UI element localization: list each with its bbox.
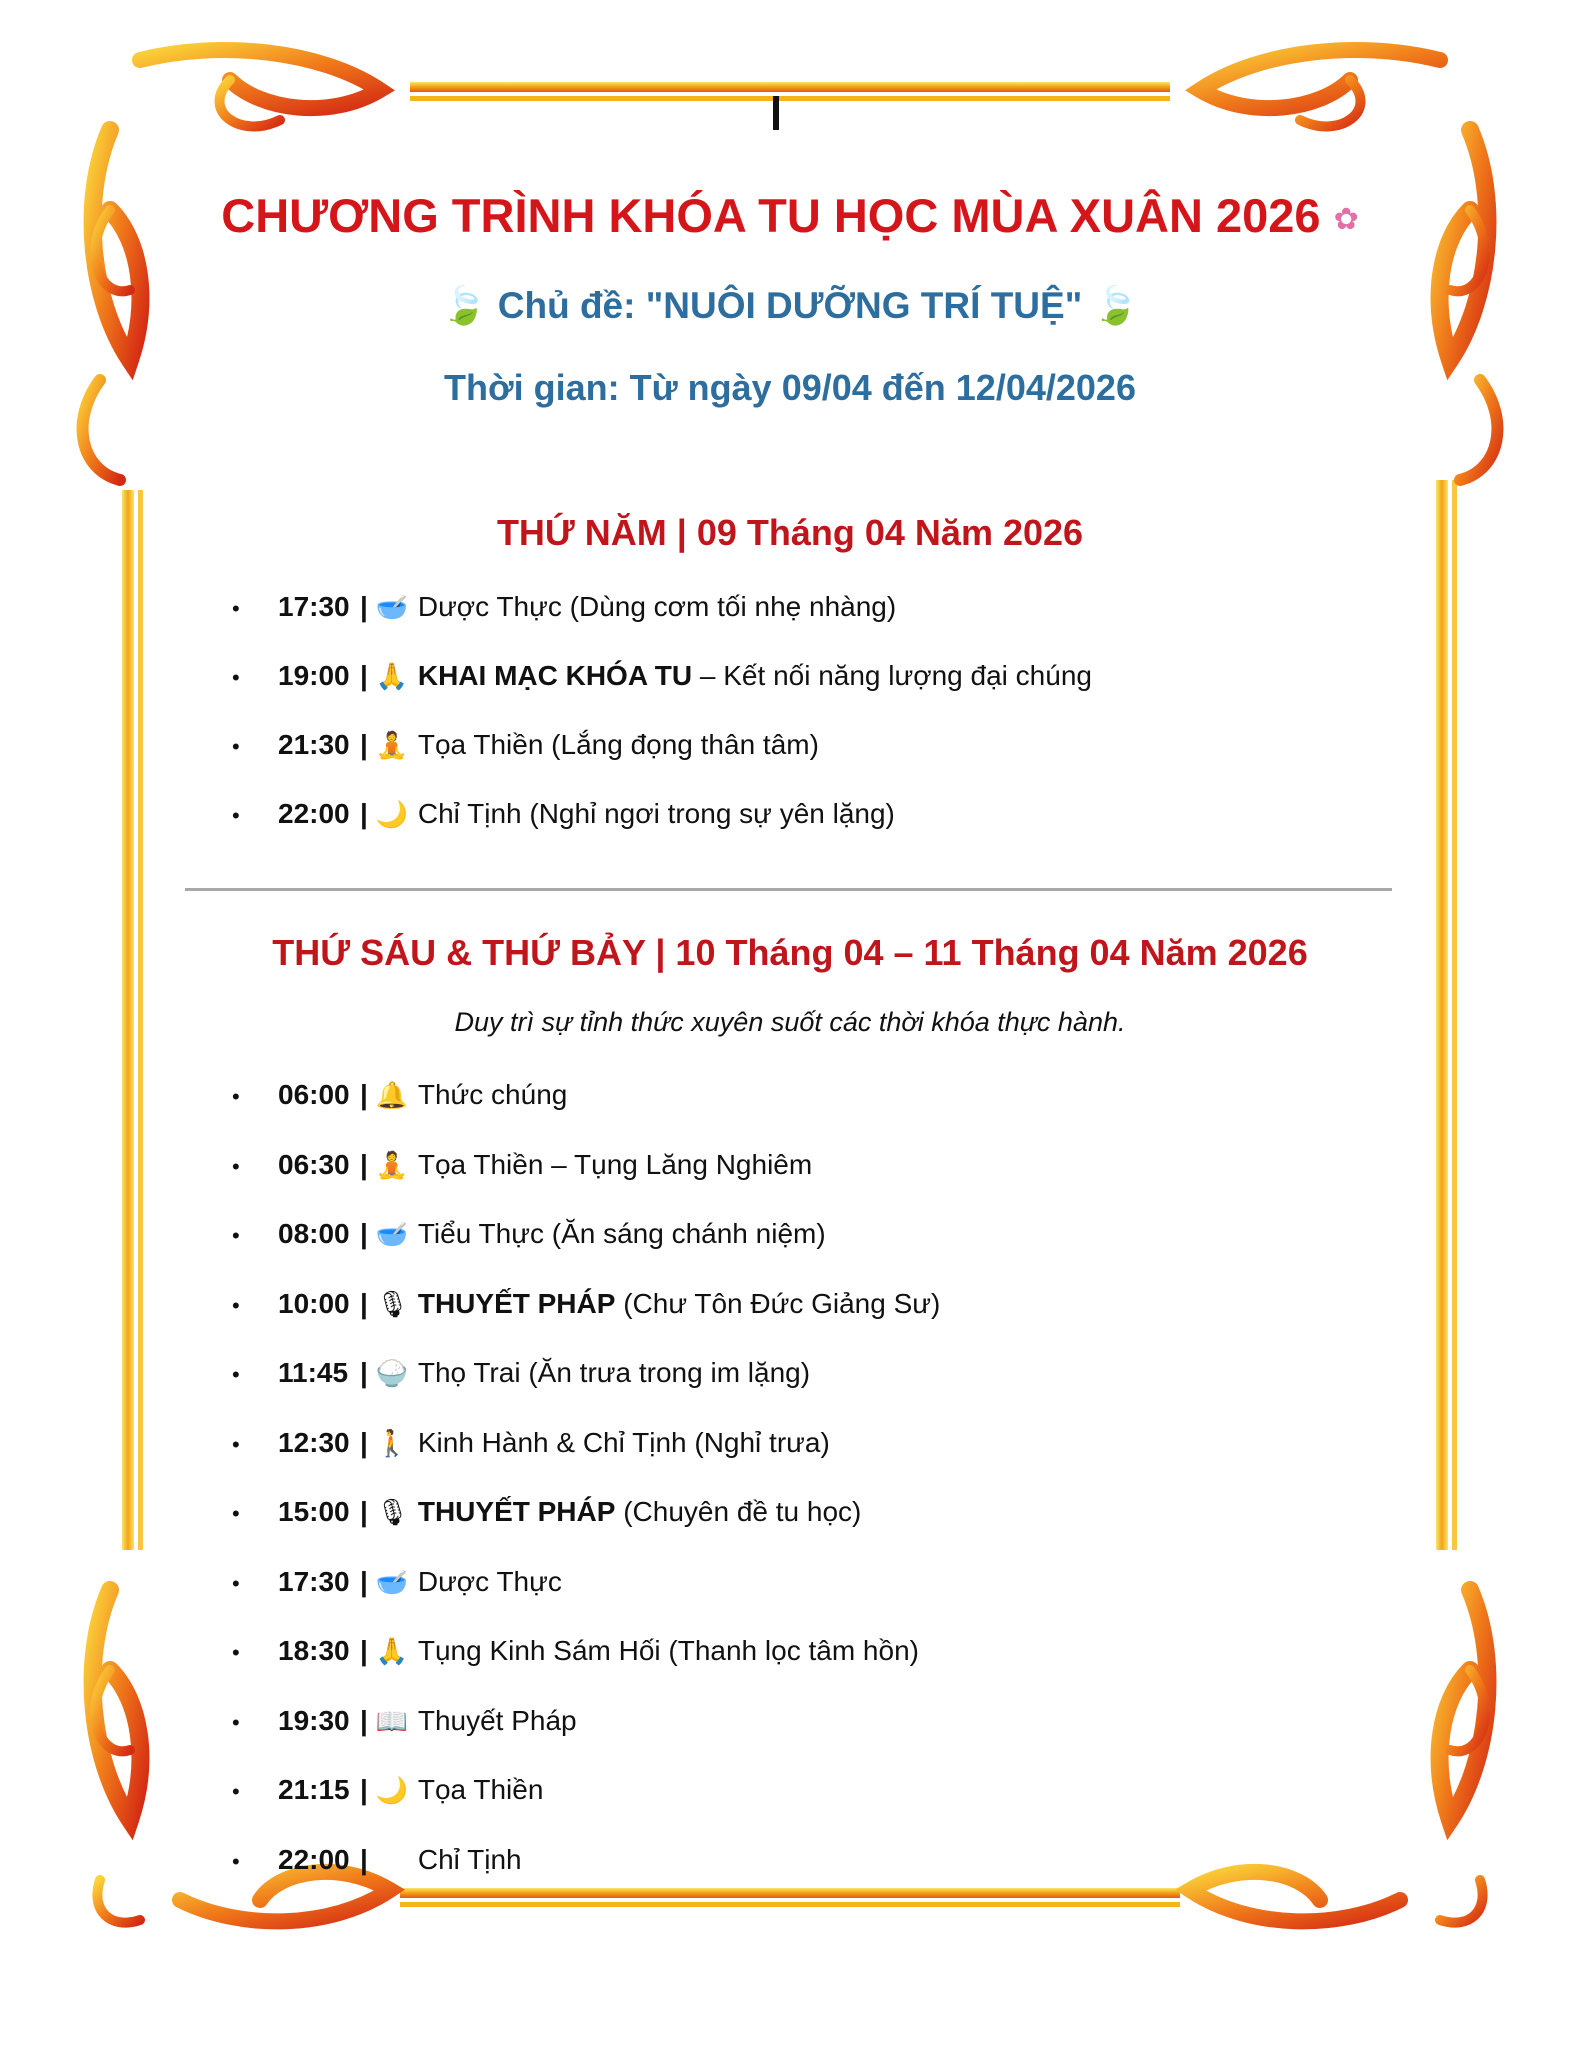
item-time: 08:00 [278, 1218, 350, 1249]
item-time: 21:30 [278, 729, 350, 760]
item-time: 18:30 [278, 1635, 350, 1666]
bullet-icon: • [232, 803, 240, 828]
separator: | [360, 1843, 368, 1875]
bullet-icon: • [232, 1431, 240, 1457]
schedule-item [232, 1492, 861, 1532]
item-description: Thức chúng [417, 1079, 568, 1110]
theme-subtitle [140, 285, 1440, 328]
separator: | [360, 798, 368, 829]
schedule-item [232, 1562, 562, 1602]
item-description: Tọa Thiền (Lắng đọng thân tâm) [417, 729, 819, 760]
bowl-icon: 🥣 [375, 592, 409, 622]
walking-icon: 🚶 [375, 1427, 409, 1458]
item-description: Dược Thực (Dùng cơm tối nhẹ nhàng) [417, 591, 897, 622]
item-description: – Kết nối năng lượng đại chúng [692, 660, 1092, 691]
section-divider [185, 888, 1392, 891]
item-description: Tiểu Thực (Ăn sáng chánh niệm) [417, 1218, 826, 1249]
title-text: CHƯƠNG TRÌNH KHÓA TU HỌC MÙA XUÂN 2026 [221, 189, 1321, 242]
item-time: 17:30 [278, 1565, 350, 1597]
schedule-item [232, 1214, 826, 1254]
item-description: Chỉ Tịnh (Nghỉ ngơi trong sự yên lặng) [417, 798, 895, 829]
separator: | [360, 1426, 368, 1458]
schedule-item [232, 656, 1092, 696]
flower-icon: ✿ [1333, 203, 1359, 237]
subtitle-text: Chủ đề: "NUÔI DƯỠNG TRÍ TUỆ" [497, 285, 1083, 326]
bullet-icon: • [232, 734, 240, 759]
meditation-icon: 🧘 [375, 1149, 409, 1180]
item-description: Thuyết Pháp [417, 1704, 577, 1736]
bell-icon: 🔔 [375, 1080, 409, 1110]
leaf-icon: 🍃 [441, 285, 488, 326]
item-time: 06:30 [278, 1148, 350, 1180]
schedule-item [232, 1701, 577, 1741]
day2-heading: THỨ SÁU & THỨ BẢY | 10 Tháng 04 – 11 Tháng 04 Năm 2026 [272, 932, 1308, 973]
separator: | [360, 1496, 368, 1527]
item-description: Kinh Hành & Chỉ Tịnh (Nghỉ trưa) [417, 1426, 830, 1458]
item-description: Tọa Thiền – Tụng Lăng Nghiêm [417, 1148, 813, 1180]
book-icon: 📖 [375, 1705, 409, 1736]
separator: | [360, 1218, 368, 1249]
item-description: (Chư Tôn Đức Giảng Sư) [615, 1287, 941, 1319]
bowl-icon: 🥣 [375, 1566, 409, 1597]
bullet-icon: • [232, 1570, 240, 1596]
separator: | [360, 1357, 368, 1388]
item-time: 10:00 [278, 1287, 350, 1319]
bullet-icon: • [232, 1848, 240, 1874]
separator: | [360, 1774, 368, 1805]
separator: | [360, 729, 368, 760]
separator: | [360, 1565, 368, 1597]
microphone-icon: 🎙 [375, 1288, 409, 1319]
item-time: 22:00 [278, 1843, 350, 1875]
separator: | [360, 660, 368, 691]
item-description: Tụng Kinh Sám Hối (Thanh lọc tâm hồn) [417, 1635, 919, 1666]
separator: | [360, 1148, 368, 1180]
item-time: 17:30 [278, 591, 350, 622]
bullet-icon: • [232, 1501, 240, 1526]
day2-note: Duy trì sự tỉnh thức xuyên suốt các thời khóa thực hành. [454, 1007, 1126, 1037]
bowl-icon: 🥣 [375, 1219, 409, 1249]
schedule-item [232, 1284, 940, 1324]
item-description: Dược Thực [417, 1565, 562, 1597]
item-time: 12:30 [278, 1426, 350, 1458]
page-title [140, 188, 1440, 243]
schedule-item [232, 587, 896, 627]
item-highlight: THUYẾT PHÁP [417, 1496, 616, 1527]
text-cursor-mark [773, 96, 779, 130]
bullet-icon: • [232, 1223, 240, 1248]
moon-icon: 🌙 [375, 1775, 409, 1805]
leaf-icon: 🍃 [1092, 285, 1139, 326]
schedule-item [232, 1353, 810, 1393]
praying-hands-icon: 🙏 [375, 661, 409, 691]
item-highlight: KHAI MẠC KHÓA TU [417, 660, 693, 691]
bullet-icon: • [232, 1362, 240, 1387]
item-time: 19:30 [278, 1704, 350, 1736]
bullet-icon: • [232, 596, 240, 621]
schedule-item [232, 1145, 812, 1185]
item-description: Thọ Trai (Ăn trưa trong im lặng) [417, 1357, 811, 1388]
item-description: (Chuyên đề tu học) [615, 1496, 862, 1527]
event-dates: Thời gian: Từ ngày 09/04 đến 12/04/2026 [444, 367, 1136, 408]
item-description: Tọa Thiền [417, 1774, 544, 1805]
item-time: 11:45 [278, 1357, 349, 1388]
schedule-item [232, 725, 819, 765]
bullet-icon: • [232, 665, 240, 690]
schedule-item [232, 1840, 522, 1880]
separator: | [360, 1704, 368, 1736]
item-highlight: THUYẾT PHÁP [417, 1287, 616, 1319]
item-time: 22:00 [278, 798, 350, 829]
bullet-icon: • [232, 1292, 240, 1318]
praying-hands-icon: 🙏 [375, 1636, 409, 1666]
item-time: 15:00 [278, 1496, 350, 1527]
separator: | [360, 1079, 368, 1110]
item-time: 21:15 [278, 1774, 350, 1805]
bullet-icon: • [232, 1779, 240, 1804]
separator: | [360, 591, 368, 622]
schedule-item [232, 794, 895, 834]
separator: | [360, 1287, 368, 1319]
item-time: 06:00 [278, 1079, 350, 1110]
schedule-item [232, 1770, 543, 1810]
rice-bowl-icon: 🍚 [375, 1358, 409, 1388]
bullet-icon: • [232, 1153, 240, 1179]
schedule-item [232, 1423, 830, 1463]
item-time: 19:00 [278, 660, 350, 691]
bullet-icon: • [232, 1084, 240, 1109]
schedule-item [232, 1631, 919, 1671]
item-description: Chỉ Tịnh [417, 1843, 522, 1875]
moon-icon: 🌙 [375, 799, 409, 829]
separator: | [360, 1635, 368, 1666]
bullet-icon: • [232, 1640, 240, 1665]
day1-heading: THỨ NĂM | 09 Tháng 04 Năm 2026 [496, 512, 1084, 553]
meditation-icon: 🧘 [375, 730, 409, 760]
microphone-icon: 🎙 [375, 1497, 409, 1527]
schedule-item [232, 1075, 567, 1115]
bullet-icon: • [232, 1709, 240, 1735]
